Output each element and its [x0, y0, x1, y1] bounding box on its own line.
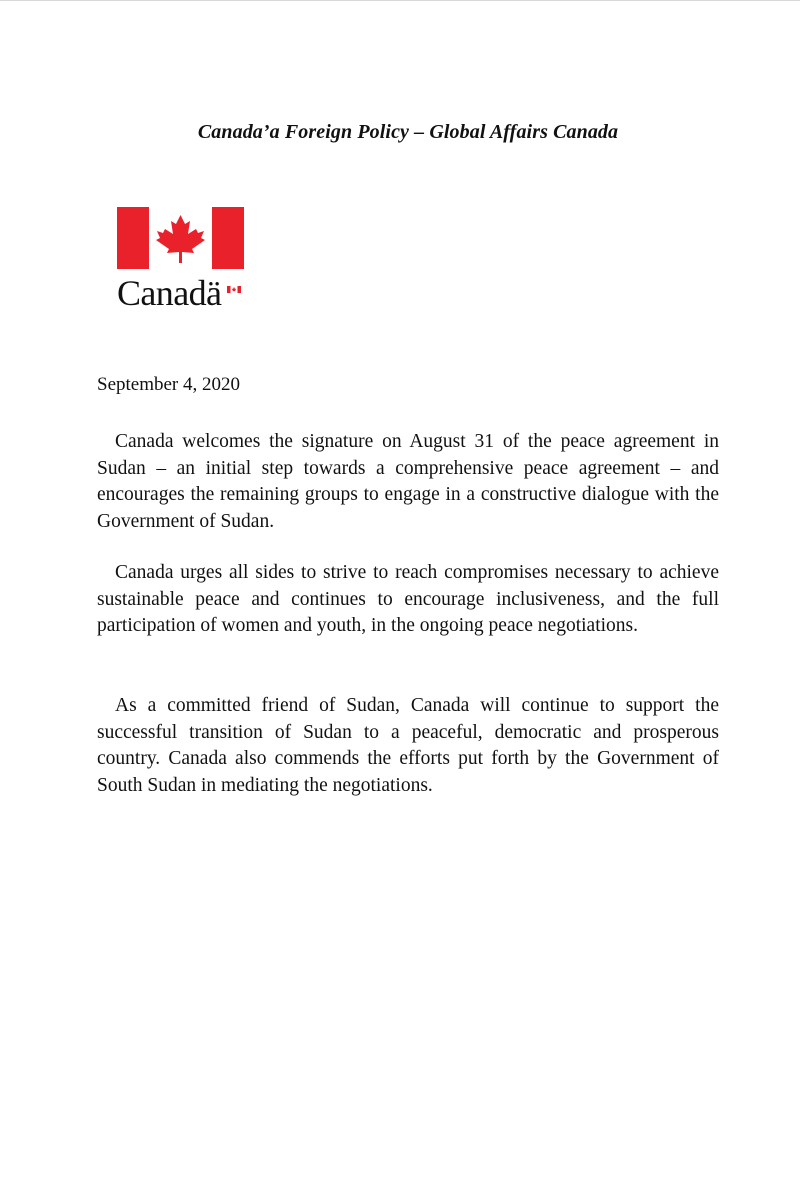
maple-leaf-flag-icon [117, 207, 247, 273]
letter-date: September 4, 2020 [97, 374, 241, 395]
canada-wordmark: Canadä [117, 273, 222, 313]
paragraph-1 [97, 429, 719, 535]
paragraph-text: Canada welcomes the signature on August 31 of the peace agreement in Sudan – an initial step towards a comprehensive peace agreement – and encourages the remaining groups to engage in a constructive dialogue with the Government of Sudan. [97, 431, 719, 532]
paragraph-2 [97, 560, 719, 640]
paragraph-text: Canada urges all sides to strive to reach compromises necessary to achieve sustainable peace and continues to encourage inclusiveness, and the full participation of women and youth, in the ongoing peace negotiations. [97, 562, 719, 636]
paragraph-3 [97, 693, 719, 799]
small-flag-icon [227, 286, 241, 293]
document-title: Canada’a Foreign Policy – Global Affairs Canada [197, 121, 619, 143]
paragraph-text: As a committed friend of Sudan, Canada will continue to support the successful transition of Sudan to a peaceful, democratic and prosperous country. Canada also commends the efforts put forth by the Government of South Sudan in mediating the negotiations. [97, 695, 719, 796]
